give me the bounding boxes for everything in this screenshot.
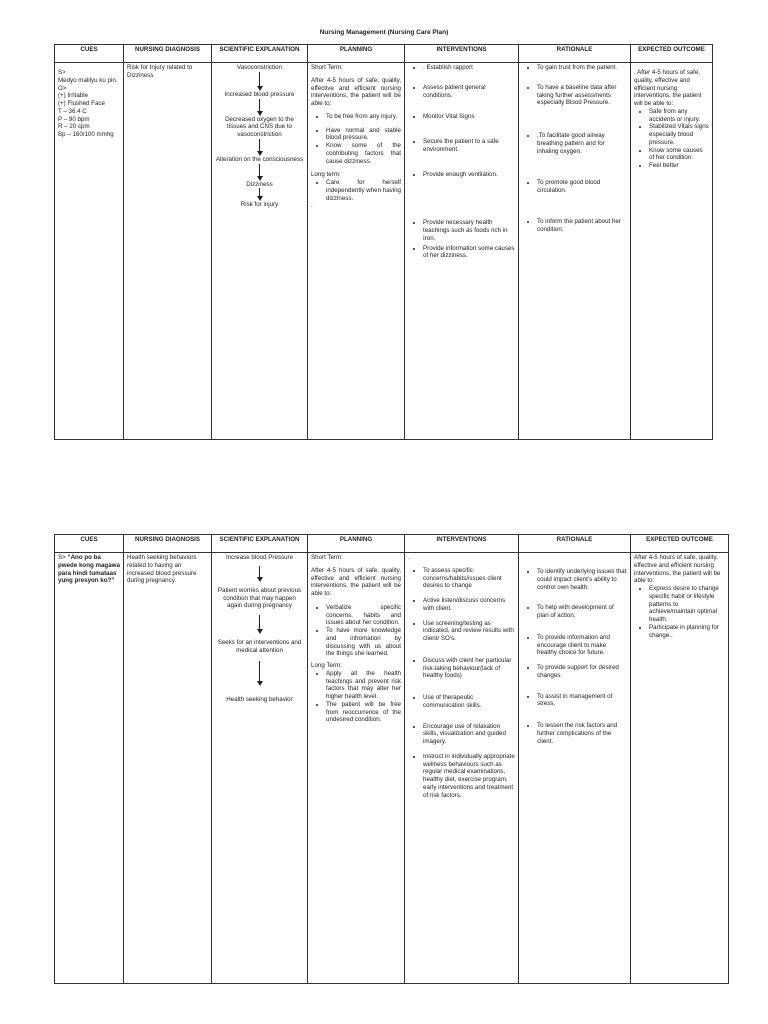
- document-title: Nursing Management (Nursing Care Plan): [319, 29, 449, 36]
- interventions-list: [408, 567, 515, 800]
- rationale-item: • To promote good blood circulation.: [537, 179, 627, 195]
- rationale-cell: [519, 553, 631, 984]
- explanation-cell: [212, 553, 308, 984]
- flow-step: Risk for injury: [240, 201, 279, 209]
- rationale-item: • .To facilitate good airway breathing pattern and for inhaling oxygen.: [537, 132, 627, 155]
- diagnosis-cell: [124, 63, 212, 440]
- intervention-item: • To assess specific concerns/habits/issues client desires to change: [423, 567, 515, 590]
- outcome-item: • Safe from any accidents or injury.: [649, 108, 709, 124]
- header-nursing-diagnosis: NURSING DIAGNOSIS: [124, 45, 212, 63]
- flow-step: Health seeking behavior: [226, 695, 293, 703]
- goal-item: • Have normal and stable blood pressure.: [326, 127, 401, 143]
- care-plan-table-1: [54, 44, 713, 440]
- header-cues: CUES: [55, 535, 124, 553]
- outcome-item: • Know some causes of her condition.: [649, 147, 709, 163]
- patient-quote: “Ano po ba pwede kong magawa para hindi tumataas yung presyon ko?”: [58, 554, 120, 585]
- header-scientific-explanation: SCIENTIFIC EXPLANATION: [212, 535, 308, 553]
- outcome-intro: After 4-5 hours of safe, quality, effective and efficient nursing interventions, the patient will be able to:: [634, 554, 721, 585]
- header-row: [55, 535, 729, 553]
- cues-text: S> Medyo malilyu ku pin. O> (+) Irritable (+) Flushed Face T – 36.4 C P – 90 bpm R – 20 cpm Bp – 160/100 mmhg: [58, 69, 118, 138]
- interventions-lead: .: [408, 554, 410, 561]
- explanation-cell: [212, 63, 308, 440]
- outcome-list: [634, 585, 725, 639]
- body-row: [55, 553, 729, 984]
- cues-text: [58, 554, 120, 585]
- flow-step: Increased blood pressure: [224, 90, 295, 98]
- intervention-item: • Instruct in individually appropriate wellness behaviours such as regular medical examinations, healthy diet, exercise program, early interventions and treatment of risk factors.: [423, 753, 515, 800]
- body-row: [55, 63, 713, 440]
- cues-cell: [55, 553, 124, 984]
- intervention-item: • Secure the patient to a safe environment.: [423, 138, 515, 154]
- rationale-item: • To have a baseline data after taking further assessments especially Blood Pressure.: [537, 84, 627, 107]
- short-term-label: Short Term:: [311, 64, 343, 71]
- planning-cell: [308, 63, 405, 440]
- intervention-item: • Monitor Vital Signs: [423, 113, 515, 121]
- header-scientific-explanation: SCIENTIFIC EXPLANATION: [212, 45, 308, 63]
- intervention-item: • . Establish rapport: [423, 64, 515, 72]
- outcome-item: • Express desire to change specific habit or lifestyle patterns to achieve/maintain optimal health.: [649, 585, 725, 624]
- interventions-cell: [405, 63, 519, 440]
- outcome-intro: . After 4-5 hours of safe, quality, effective and efficient nursing interventions, the patient will be able to:: [634, 69, 702, 107]
- rationale-item: • To identify underlying issues that could impact client’s ability to control own health.: [537, 568, 627, 591]
- header-cues: CUES: [55, 45, 124, 63]
- goal-item: • To be free from any injury.: [326, 113, 401, 121]
- outcome-item: • Participate in planning for change..: [649, 624, 725, 640]
- down-arrow-icon: [255, 164, 265, 181]
- flow-step: Seeks for an interventions and medical attention: [217, 639, 302, 654]
- header-planning: PLANNING: [308, 535, 405, 553]
- flow-step: Dizziness: [246, 180, 273, 188]
- intervention-item: • Assess patient general conditions.: [423, 84, 515, 100]
- header-rationale: RATIONALE: [519, 45, 631, 63]
- outcome-item: • Stabilized Vitals signs especially blood pressure.: [649, 123, 709, 146]
- rationale-list: [522, 64, 627, 233]
- flow-step: Increase blood Pressure: [225, 554, 294, 561]
- flow-step: Patient worries about previous condition that may happen again during pregnancy: [217, 586, 302, 610]
- intervention-item: • Use of therapeutic communication skills.: [423, 694, 515, 710]
- header-expected-outcome: EXPECTED OUTCOME: [631, 45, 713, 63]
- goal-item: • Care for herself independently when having dizziness.: [326, 179, 401, 202]
- care-plan-table-2: [54, 534, 729, 984]
- down-arrow-icon: [255, 566, 265, 582]
- down-arrow-icon: [255, 615, 265, 634]
- down-arrow-icon: [255, 72, 265, 91]
- diagnosis-text: Risk for Injury related to Dizziness: [127, 64, 193, 79]
- short-term-intro: After 4-5 hours of safe, quality, effective and efficient nursing interventions, the patient will be able to:: [311, 76, 401, 107]
- long-term-goals: [311, 179, 401, 202]
- long-term-goals: [311, 670, 401, 724]
- down-arrow-icon: [255, 661, 265, 686]
- rationale-item: • To help with development of plan of action.: [537, 604, 627, 620]
- flow-step: Vasoconstriction: [237, 64, 282, 71]
- rationale-item: • To inform the patient about her condition.: [537, 218, 627, 234]
- intervention-item: • Encourage use of relaxation skills, visualization and guided imagery.: [423, 723, 515, 746]
- outcome-item: • Feel better: [649, 162, 709, 170]
- intervention-item: • Provide necessary health teachings such as foods rich in Iron.: [423, 219, 515, 242]
- rationale-item: • To provide information and encourage client to make healthy choice for future.: [537, 634, 627, 657]
- interventions-list: [408, 64, 515, 260]
- rationale-item: • To provide support for desired changes.: [537, 664, 627, 680]
- trailing-mark: .: [311, 202, 313, 210]
- header-interventions: INTERVENTIONS: [405, 45, 519, 63]
- goal-item: • Apply all the health teachings and prevent risk factors that may alter her higher health level.: [326, 670, 401, 701]
- down-arrow-icon: [255, 188, 265, 201]
- intervention-item: • Active listen/discuss concerns with client.: [423, 597, 515, 613]
- short-term-label: Short Term:: [311, 554, 343, 561]
- planning-cell: [308, 553, 405, 984]
- diagnosis-cell: [124, 553, 212, 984]
- outcome-cell: [631, 553, 729, 984]
- short-term-goals: [311, 604, 401, 658]
- rationale-item: • To assist in management of stress.: [537, 693, 627, 709]
- goal-item: • Know some of the contributing factors that cause dizziness.: [326, 142, 401, 165]
- flow-step: Alteration on the consciousness: [215, 155, 304, 163]
- short-term-goals: [311, 113, 401, 166]
- down-arrow-icon: [255, 99, 265, 116]
- cues-cell: [55, 63, 124, 440]
- goal-item: • To have more knowledge and infromation by discussing with us about the things she learned.: [326, 627, 401, 658]
- intervention-item: • Discuss with client her particular risk-taking behaviour(lack of healthy foods): [423, 657, 515, 680]
- rationale-list: [522, 568, 627, 745]
- header-nursing-diagnosis: NURSING DIAGNOSIS: [124, 535, 212, 553]
- flow-step: Decreased oxygen to the tissues and CNS due to vasoconstriction: [225, 115, 294, 138]
- header-row: [55, 45, 713, 63]
- long-term-label: Long Term:: [311, 662, 342, 669]
- header-rationale: RATIONALE: [519, 535, 631, 553]
- rationale-item: • To gain trust from the patient.: [537, 64, 627, 72]
- header-planning: PLANNING: [308, 45, 405, 63]
- short-term-intro: After 4-5 hours of safe, quality, effective and efficient nursing interventions, the patient will be able to:: [311, 566, 401, 597]
- outcome-list: [634, 108, 709, 170]
- header-expected-outcome: EXPECTED OUTCOME: [631, 535, 729, 553]
- down-arrow-icon: [255, 139, 265, 156]
- rationale-item: • To lessen the risk factors and further complications of the client.: [537, 722, 627, 745]
- goal-item: • Verbalize specific concerns, habits and issues about her condition.: [326, 604, 401, 627]
- rationale-cell: [519, 63, 631, 440]
- header-interventions: INTERVENTIONS: [405, 535, 519, 553]
- intervention-item: • Provide information some causes of her dizziness.: [423, 245, 515, 261]
- intervention-item: • Provide enough ventilation.: [423, 171, 515, 179]
- intervention-item: • Use screening/testing as indicated, and review results with client/ SO’s.: [423, 620, 515, 643]
- goal-item: • The patient will be free from reoccurrence of the undesired condition.: [326, 701, 401, 724]
- interventions-cell: [405, 553, 519, 984]
- diagnosis-text: Health seeking behaviors related to having an increased blood pressure during pregnancy.: [127, 554, 197, 585]
- long-term-label: Long term:: [311, 171, 341, 179]
- outcome-cell: [631, 63, 713, 440]
- cues-label: S>: [58, 554, 66, 561]
